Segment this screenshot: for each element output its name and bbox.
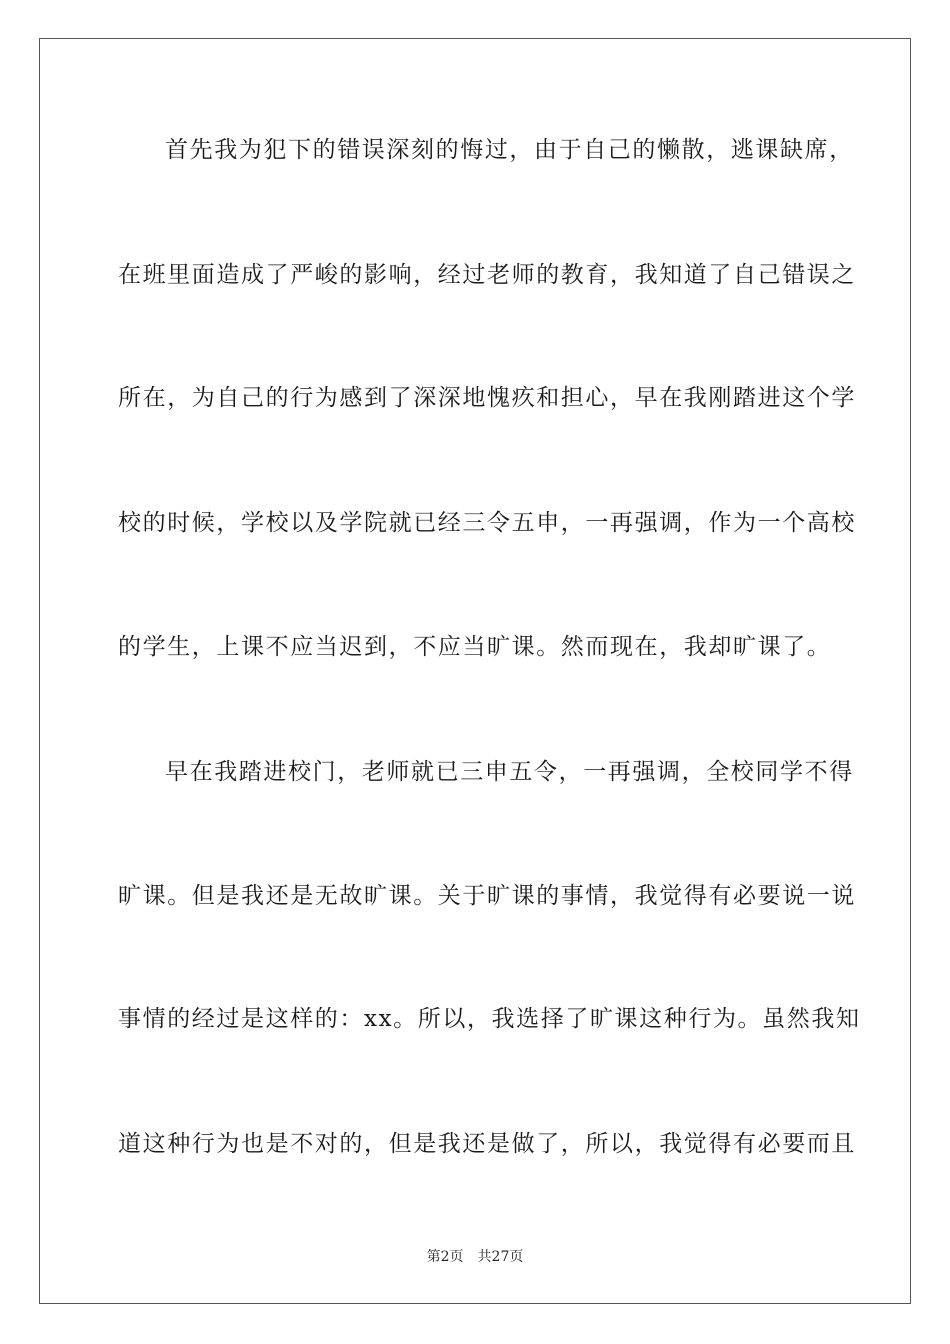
page-frame (39, 38, 911, 1304)
paragraph-2-line-1: 早在我踏进校门，老师就已三申五令，一再强调，全校同学不得 (165, 759, 854, 785)
paragraph-1-line-5: 的学生，上课不应当迟到，不应当旷课。然而现在，我却旷课了。 (118, 634, 832, 660)
total-pages-label: 共27页 (477, 1249, 524, 1265)
paragraph-2-line-4: 道这种行为也是不对的，但是我还是做了，所以，我觉得有必要而且 (118, 1131, 856, 1157)
paragraph-1-line-3: 所在，为自己的行为感到了深深地愧疚和担心，早在我刚踏进这个学 (118, 385, 856, 411)
current-page-label: 第2页 (426, 1249, 464, 1265)
paragraph-1-line-2: 在班里面造成了严峻的影响，经过老师的教育，我知道了自己错误之 (118, 262, 856, 288)
paragraph-1-line-1: 首先我为犯下的错误深刻的悔过，由于自己的懒散，逃课缺席， (165, 137, 854, 163)
paragraph-2-line-3: 事情的经过是这样的：xx。所以，我选择了旷课这种行为。虽然我知 (118, 1006, 861, 1032)
page-footer (0, 1248, 950, 1266)
paragraph-2-line-2: 旷课。但是我还是无故旷课。关于旷课的事情，我觉得有必要说一说 (118, 883, 856, 909)
paragraph-1-line-4: 校的时候，学校以及学院就已经三令五申，一再强调，作为一个高校 (118, 510, 856, 536)
